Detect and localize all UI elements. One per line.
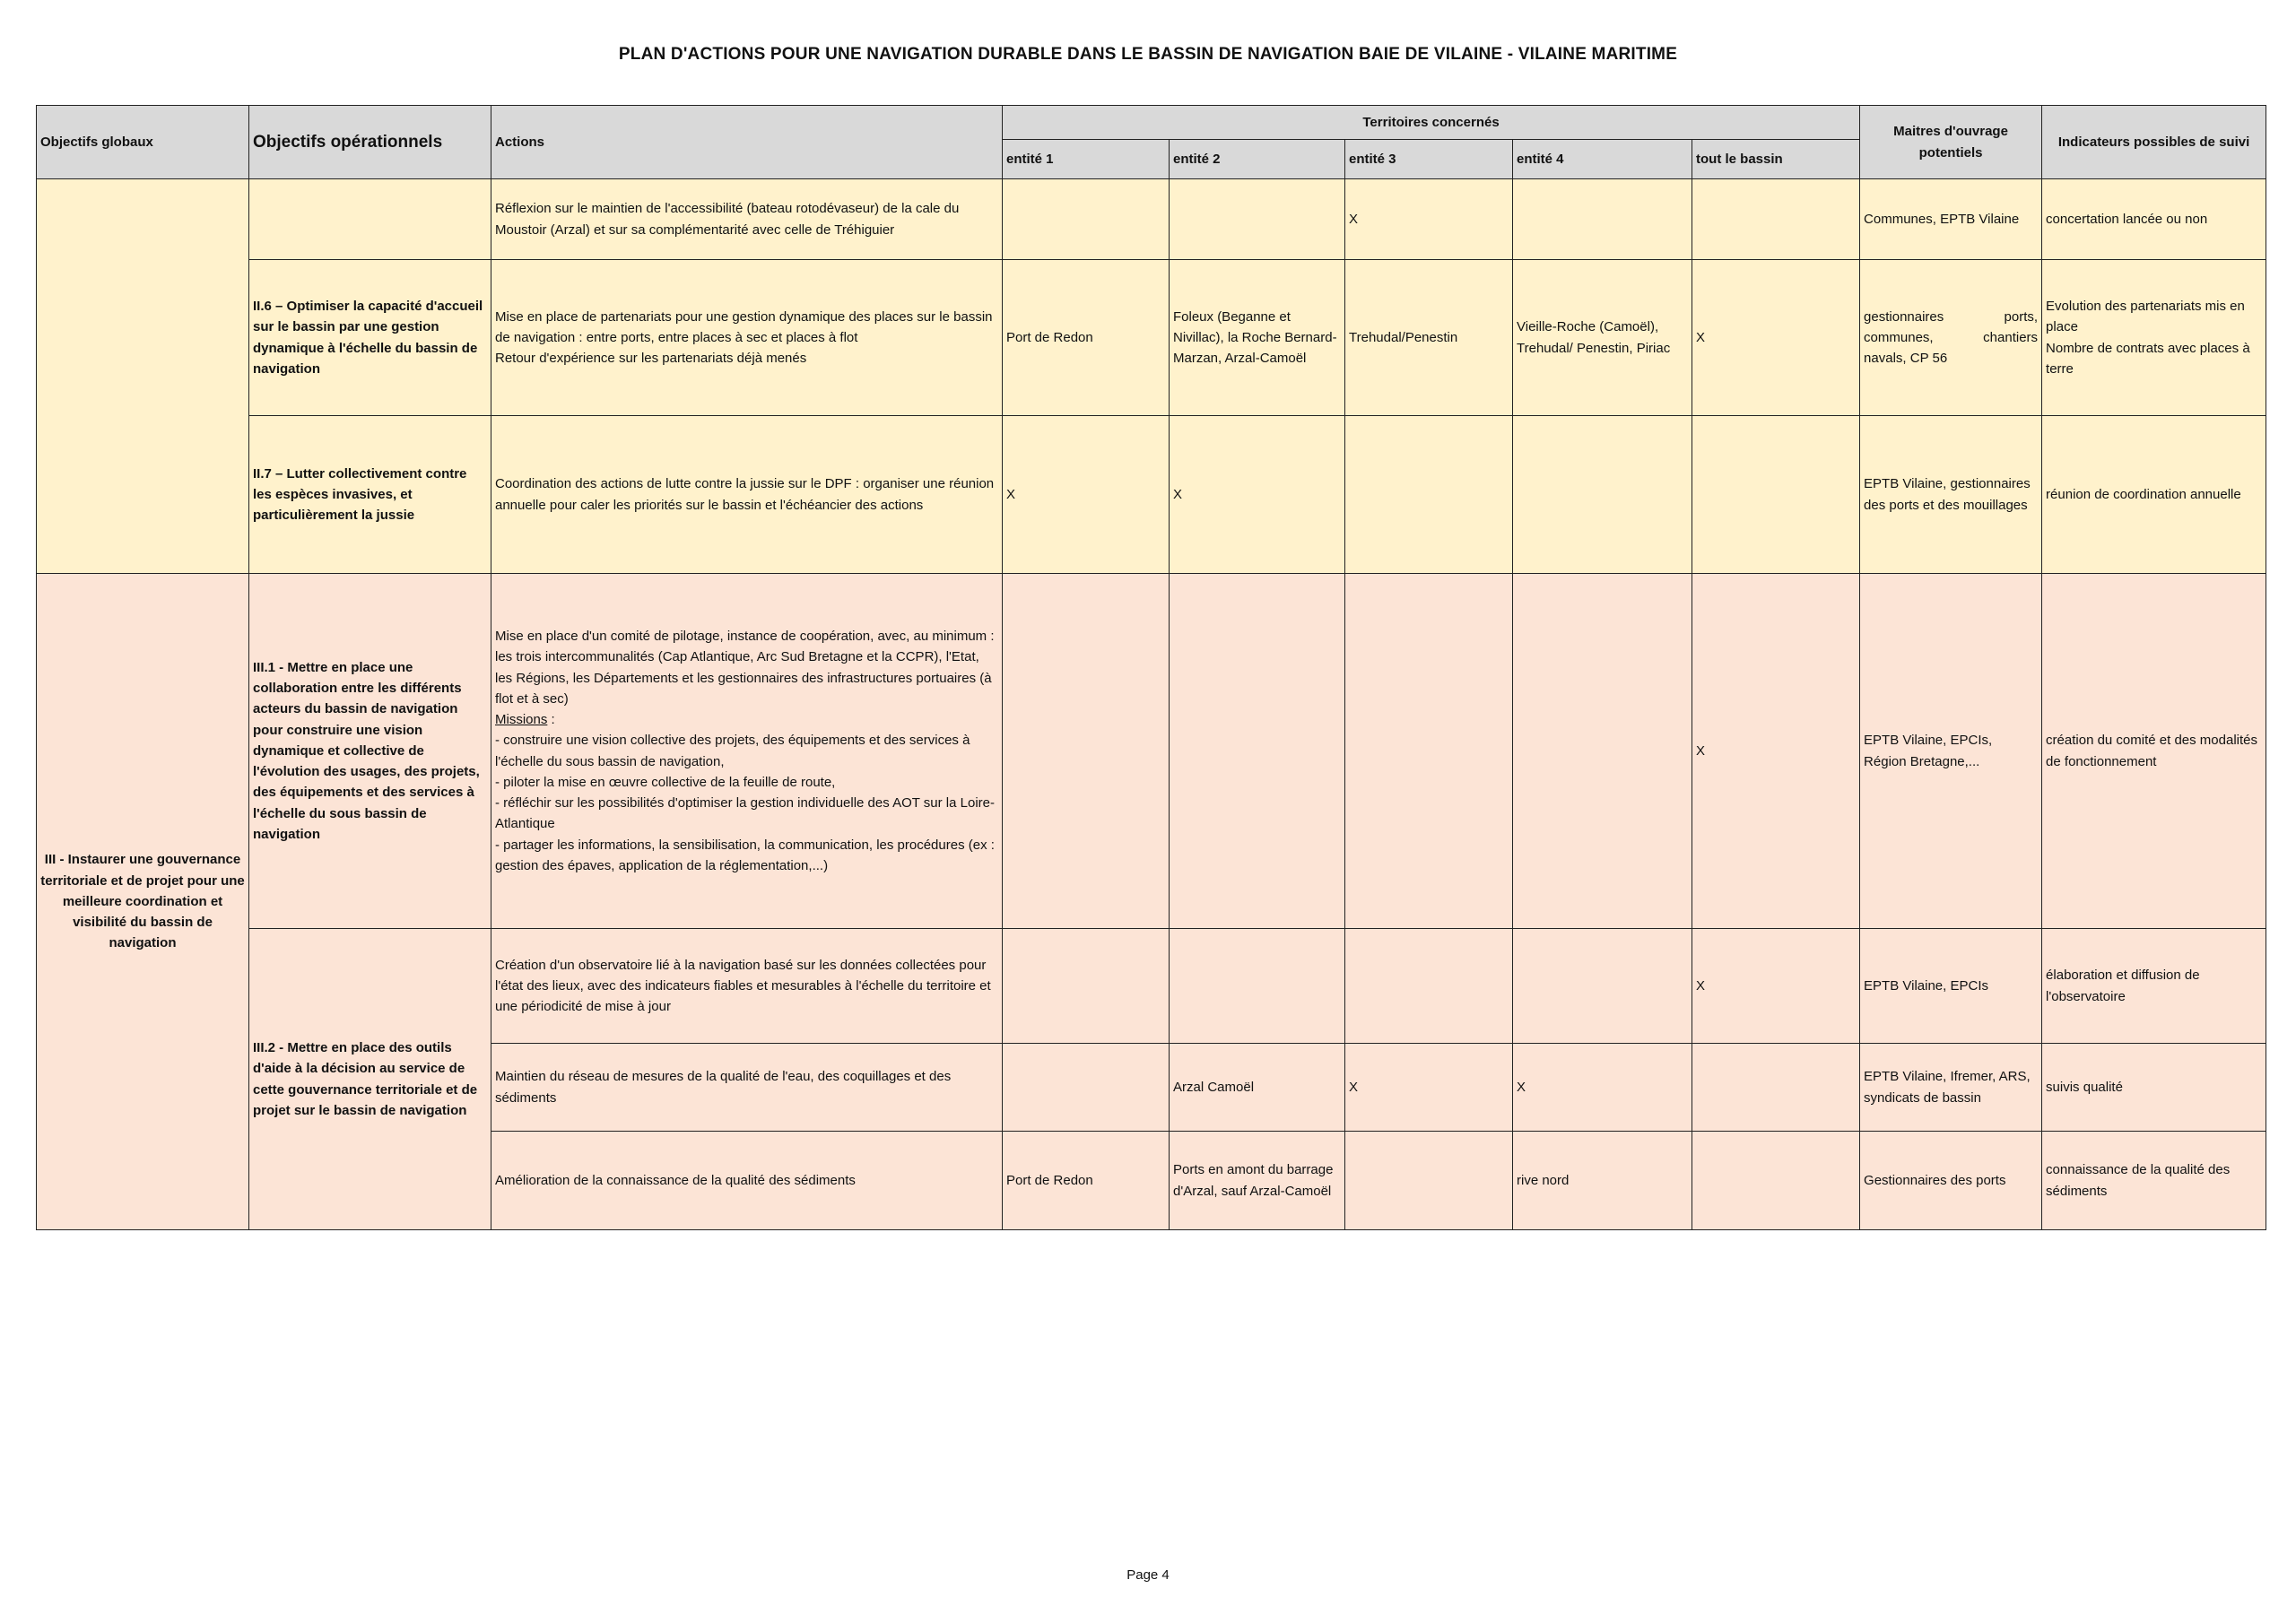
maitres-cell: EPTB Vilaine, gestionnaires des ports et des mouillages [1860,416,2042,574]
entite-1-cell [1003,1044,1170,1132]
mission-item: - réfléchir sur les possibilités d'optimiser la gestion individuelle des AOT sur la Loire-Atlantique [495,795,995,832]
indicateurs-cell: concertation lancée ou non [2042,179,2266,260]
table-row [37,260,2266,416]
tout-bassin-cell: X [1692,929,1860,1044]
page-number: Page 4 [1126,1567,1170,1583]
indicateur-line: Evolution des partenariats mis en place [2046,299,2245,335]
action-cell [491,260,1003,416]
indicateur-line: Nombre de contrats avec places à terre [2046,340,2250,377]
mission-item: - partager les informations, la sensibilisation, la communication, les procédures (ex : gestion des épaves, application de la réglementation,...) [495,837,995,873]
entite-4-cell [1513,416,1692,574]
entite-2-cell: Ports en amont du barrage d'Arzal, sauf Arzal-Camoël [1170,1132,1345,1230]
entite-4-cell [1513,574,1692,929]
header-entite-2: entité 2 [1170,140,1345,179]
entite-2-cell: X [1170,416,1345,574]
mission-item: - piloter la mise en œuvre collective de la feuille de route, [495,774,836,790]
action-cell: Réflexion sur le maintien de l'accessibilité (bateau rotodévaseur) de la cale du Moustoir (Arzal) et sur sa complémentarité avec celle de Tréhiguier [491,179,1003,260]
action-line: Mise en place de partenariats pour une gestion dynamique des places sur le bassin de navigation : entre ports, entre places à sec et places à flot [495,308,993,345]
entite-2-cell: Foleux (Beganne et Nivillac), la Roche Bernard-Marzan, Arzal-Camoël [1170,260,1345,416]
tout-bassin-cell [1692,1044,1860,1132]
missions-heading [495,709,998,730]
entite-4-cell [1513,929,1692,1044]
entite-3-cell [1345,416,1513,574]
indicateurs-cell: connaissance de la qualité des sédiments [2042,1132,2266,1230]
missions-suffix: : [547,712,555,727]
entite-3-cell: X [1345,1044,1513,1132]
entite-1-cell: Port de Redon [1003,260,1170,416]
header-maitres: Maitres d'ouvrage potentiels [1860,106,2042,179]
maitres-cell: EPTB Vilaine, EPCIs, Région Bretagne,... [1860,574,2042,929]
maitres-cell: EPTB Vilaine, EPCIs [1860,929,2042,1044]
tout-bassin-cell [1692,416,1860,574]
entite-1-cell [1003,929,1170,1044]
action-line: Retour d'expérience sur les partenariats déjà menés [495,351,807,367]
mission-item: - construire une vision collective des projets, des équipements et des services à l'échelle du sous bassin de navigation, [495,733,970,769]
tout-bassin-cell: X [1692,574,1860,929]
header-objectifs-globaux: Objectifs globaux [37,106,249,179]
table-row [37,179,2266,260]
indicateurs-cell: suivis qualité [2042,1044,2266,1132]
indicateurs-cell: création du comité et des modalités de fonctionnement [2042,574,2266,929]
header-row-1 [37,106,2266,140]
header-tout-bassin: tout le bassin [1692,140,1860,179]
maitres-cell: EPTB Vilaine, Ifremer, ARS, syndicats de bassin [1860,1044,2042,1132]
entite-2-cell [1170,179,1345,260]
header-entite-1: entité 1 [1003,140,1170,179]
entite-4-cell: X [1513,1044,1692,1132]
entite-1-cell: X [1003,416,1170,574]
entite-4-cell [1513,179,1692,260]
entite-3-cell [1345,929,1513,1044]
entite-3-cell [1345,574,1513,929]
maitres-cell: Communes, EPTB Vilaine [1860,179,2042,260]
objectif-operationnel: III.1 - Mettre en place une collaboration entre les différents acteurs du bassin de navigation pour construire une vision dynamique et collective de l'évolution des usages, des projets, des équipements et des services à l'échelle du sous bassin de navigation [249,574,491,929]
action-cell: Coordination des actions de lutte contre la jussie sur le DPF : organiser une réunion annuelle pour caler les priorités sur le bassin et l'échéancier des actions [491,416,1003,574]
table-row [37,574,2266,929]
entite-1-cell: Port de Redon [1003,1132,1170,1230]
entite-1-cell [1003,179,1170,260]
action-cell [491,574,1003,929]
objectif-global-cell-empty [37,179,249,574]
header-actions: Actions [491,106,1003,179]
indicateurs-cell [2042,260,2266,416]
action-cell: Création d'un observatoire lié à la navigation basé sur les données collectées pour l'état des lieux, avec des indicateurs fiables et mesurables à l'échelle du territoire et une périodicité de mise à jour [491,929,1003,1044]
indicateurs-cell: réunion de coordination annuelle [2042,416,2266,574]
tout-bassin-cell [1692,1132,1860,1230]
objectif-operationnel [249,179,491,260]
entite-4-cell: rive nord [1513,1132,1692,1230]
entite-2-cell: Arzal Camoël [1170,1044,1345,1132]
objectif-global: III - Instaurer une gouvernance territoriale et de projet pour une meilleure coordination et visibilité du bassin de navigation [37,574,249,1230]
maitres-cell: Gestionnaires des ports [1860,1132,2042,1230]
action-cell: Amélioration de la connaissance de la qualité des sédiments [491,1132,1003,1230]
indicateurs-cell: élaboration et diffusion de l'observatoire [2042,929,2266,1044]
table-row [37,929,2266,1044]
action-plan-table [36,105,2266,1230]
header-territoires: Territoires concernés [1003,106,1860,140]
entite-2-cell [1170,929,1345,1044]
header-entite-4: entité 4 [1513,140,1692,179]
entite-4-cell: Vieille-Roche (Camoël), Trehudal/ Penestin, Piriac [1513,260,1692,416]
document-title: PLAN D'ACTIONS POUR UNE NAVIGATION DURABLE DANS LE BASSIN DE NAVIGATION BAIE DE VILAINE - VILAINE MARITIME [618,45,1678,64]
objectif-operationnel: II.7 – Lutter collectivement contre les espèces invasives, et particulièrement la jussie [249,416,491,574]
maitres-cell: gestionnaires ports, communes, chantiers navals, CP 56 [1860,260,2042,416]
objectif-operationnel: II.6 – Optimiser la capacité d'accueil sur le bassin par une gestion dynamique à l'échelle du bassin de navigation [249,260,491,416]
header-entite-3: entité 3 [1345,140,1513,179]
action-intro: Mise en place d'un comité de pilotage, instance de coopération, avec, au minimum : les trois intercommunalités (Cap Atlantique, Arc Sud Bretagne et la CCPR), l'Etat, les Régions, les Départements et les gestionnaires des infrastructures portuaires (à flot et à sec) [495,629,995,707]
tout-bassin-cell: X [1692,260,1860,416]
entite-3-cell [1345,1132,1513,1230]
table-row [37,416,2266,574]
tout-bassin-cell [1692,179,1860,260]
missions-label: Missions [495,712,548,727]
header-indicateurs: Indicateurs possibles de suivi [2042,106,2266,179]
header-objectifs-operationnels: Objectifs opérationnels [249,106,491,179]
entite-2-cell [1170,574,1345,929]
objectif-operationnel: III.2 - Mettre en place des outils d'aide à la décision au service de cette gouvernance territoriale et de projet sur le bassin de navigation [249,929,491,1230]
entite-3-cell: X [1345,179,1513,260]
entite-3-cell: Trehudal/Penestin [1345,260,1513,416]
action-cell: Maintien du réseau de mesures de la qualité de l'eau, des coquillages et des sédiments [491,1044,1003,1132]
entite-1-cell [1003,574,1170,929]
